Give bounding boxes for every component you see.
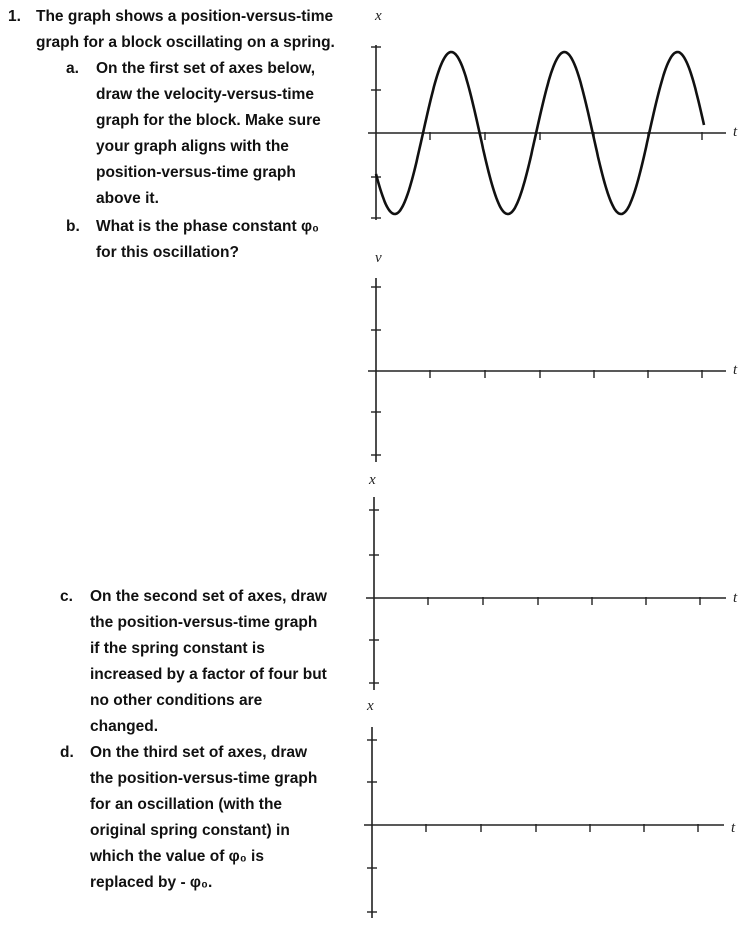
part-c-line: On the second set of axes, draw xyxy=(90,588,327,605)
part-d-line: On the third set of axes, draw xyxy=(90,744,308,761)
part-b-letter: b. xyxy=(66,218,80,235)
part-d-line: which the value of φ₀ is xyxy=(90,848,264,865)
part-a-line: draw the velocity-versus-time xyxy=(96,86,314,103)
graph3-y-label: x xyxy=(369,472,376,488)
graph1-y-label: x xyxy=(375,8,382,24)
part-a-line: position-versus-time graph xyxy=(96,164,296,181)
graph4-t-label: t xyxy=(731,820,736,836)
graph4-y-label: x xyxy=(367,698,374,714)
part-c-line: if the spring constant is xyxy=(90,640,265,657)
part-c-line: no other conditions are xyxy=(90,692,263,709)
part-b-line: What is the phase constant φ₀ xyxy=(96,218,320,235)
part-d-line: original spring constant) in xyxy=(90,822,290,839)
part-c-line: the position-versus-time graph xyxy=(90,614,318,631)
graph2-y-label: v xyxy=(375,250,382,266)
graph1-t-label: t xyxy=(733,124,738,140)
part-c-line: changed. xyxy=(90,718,159,735)
part-c-letter: c. xyxy=(60,588,73,605)
part-b-line: for this oscillation? xyxy=(96,244,239,261)
part-d-line: replaced by - φ₀. xyxy=(90,874,213,891)
part-d-letter: d. xyxy=(60,744,74,761)
part-a-letter: a. xyxy=(66,60,79,77)
part-d-line: for an oscillation (with the xyxy=(90,796,283,813)
part-a-line: On the first set of axes below, xyxy=(96,60,316,77)
question-number: 1. xyxy=(8,8,21,25)
question-intro-line-2: graph for a block oscillating on a spring. xyxy=(36,34,335,51)
part-c-line: increased by a factor of four but xyxy=(90,666,327,683)
part-a-line: your graph aligns with the xyxy=(96,138,289,155)
graph2-t-label: t xyxy=(733,362,738,378)
part-a-line: above it. xyxy=(96,190,159,207)
question-intro-line-1: The graph shows a position-versus-time xyxy=(36,8,334,25)
graph3-t-label: t xyxy=(733,590,738,606)
part-d-line: the position-versus-time graph xyxy=(90,770,318,787)
part-a-line: graph for the block. Make sure xyxy=(96,112,321,129)
